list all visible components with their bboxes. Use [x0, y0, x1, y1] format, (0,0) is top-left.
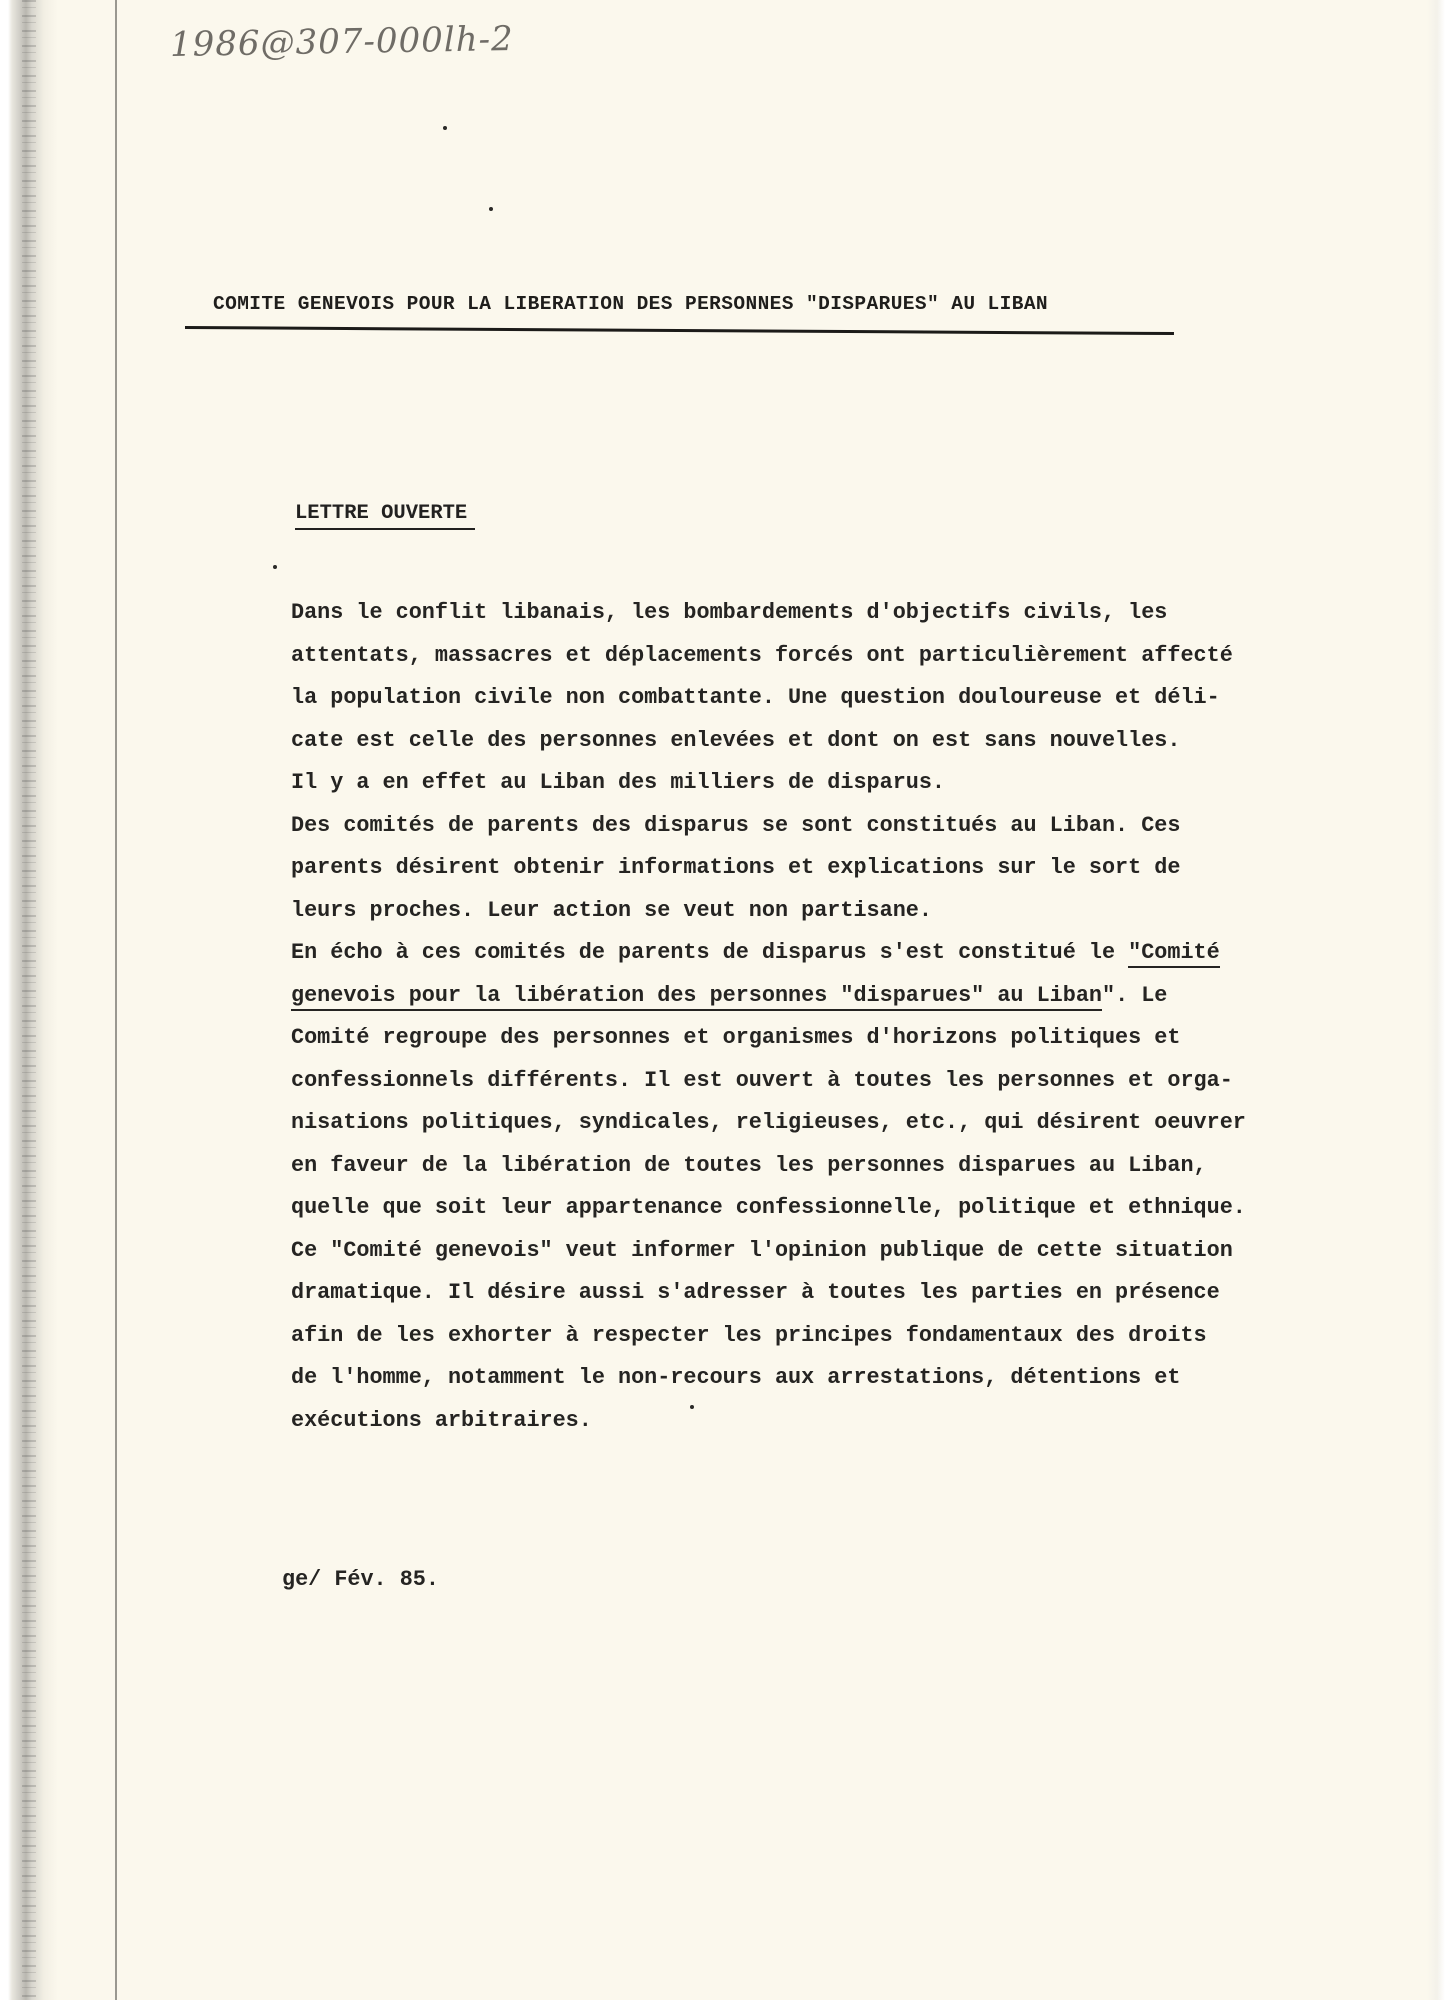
- body-line: attentats, massacres et déplacements forcés ont particulièrement affecté: [291, 642, 1233, 668]
- scan-speck: [443, 126, 447, 130]
- letter-body: [291, 592, 1351, 1442]
- body-line: Dans le conflit libanais, les bombardements d'objectifs civils, les: [291, 600, 1168, 625]
- footer-reference: ge/ Fév. 85.: [282, 1567, 439, 1592]
- body-line: cate est celle des personnes enlevées et dont on est sans nouvelles.: [291, 727, 1181, 753]
- body-line: la population civile non combattante. Une question douloureuse et déli-: [291, 685, 1220, 710]
- header-underline: [185, 326, 1174, 335]
- binding-line: [115, 0, 117, 2000]
- body-line: quelle que soit leur appartenance confessionnelle, politique et ethnique.: [291, 1195, 1246, 1220]
- body-line: dramatique. Il désire aussi s'adresser à toutes les parties en présence: [291, 1280, 1220, 1305]
- body-line: nisations politiques, syndicales, religieuses, etc., qui désirent oeuvrer: [291, 1110, 1246, 1135]
- body-line-with-quote: [291, 975, 1351, 1018]
- underlined-committee-name-start: "Comité: [1128, 940, 1220, 968]
- body-line-text: En écho à ces comités de parents de disparus s'est constitué le: [291, 940, 1129, 965]
- body-line: Ce "Comité genevois" veut informer l'opinion publique de cette situation: [291, 1237, 1233, 1263]
- body-line-text: ". Le: [1101, 982, 1168, 1008]
- body-line: afin de les exhorter à respecter les principes fondamentaux des droits: [291, 1322, 1207, 1348]
- body-line: en faveur de la libération de toutes les personnes disparues au Liban,: [291, 1152, 1207, 1178]
- underlined-committee-name-end: genevois pour la libération des personnes "disparues" au Liban: [291, 983, 1102, 1011]
- scan-speck: [489, 207, 493, 211]
- handwritten-reference: 1986@307-000lh-2: [169, 19, 515, 65]
- scan-right-edge: [1427, 0, 1445, 2000]
- committee-header-title: COMITE GENEVOIS POUR LA LIBERATION DES PERSONNES "DISPARUES" AU LIBAN: [213, 293, 1049, 315]
- scan-speck: [273, 565, 277, 569]
- body-line: Des comités de parents des disparus se sont constitués au Liban. Ces: [291, 812, 1181, 838]
- body-line: Comité regroupe des personnes et organismes d'horizons politiques et: [291, 1025, 1181, 1050]
- body-line-with-quote: [291, 932, 1351, 975]
- body-line: confessionnels différents. Il est ouvert à toutes les personnes et orga-: [291, 1067, 1233, 1093]
- scan-edge-speckle: [22, 0, 36, 2000]
- body-line: exécutions arbitraires.: [291, 1407, 592, 1433]
- body-line: leurs proches. Leur action se veut non partisane.: [291, 897, 932, 923]
- letter-heading: LETTRE OUVERTE: [295, 502, 475, 530]
- body-line: parents désirent obtenir informations et explications sur le sort de: [291, 855, 1181, 880]
- body-line: Il y a en effet au Liban des milliers de disparus.: [291, 770, 946, 795]
- body-line: de l'homme, notamment le non-recours aux arrestations, détentions et: [291, 1365, 1181, 1390]
